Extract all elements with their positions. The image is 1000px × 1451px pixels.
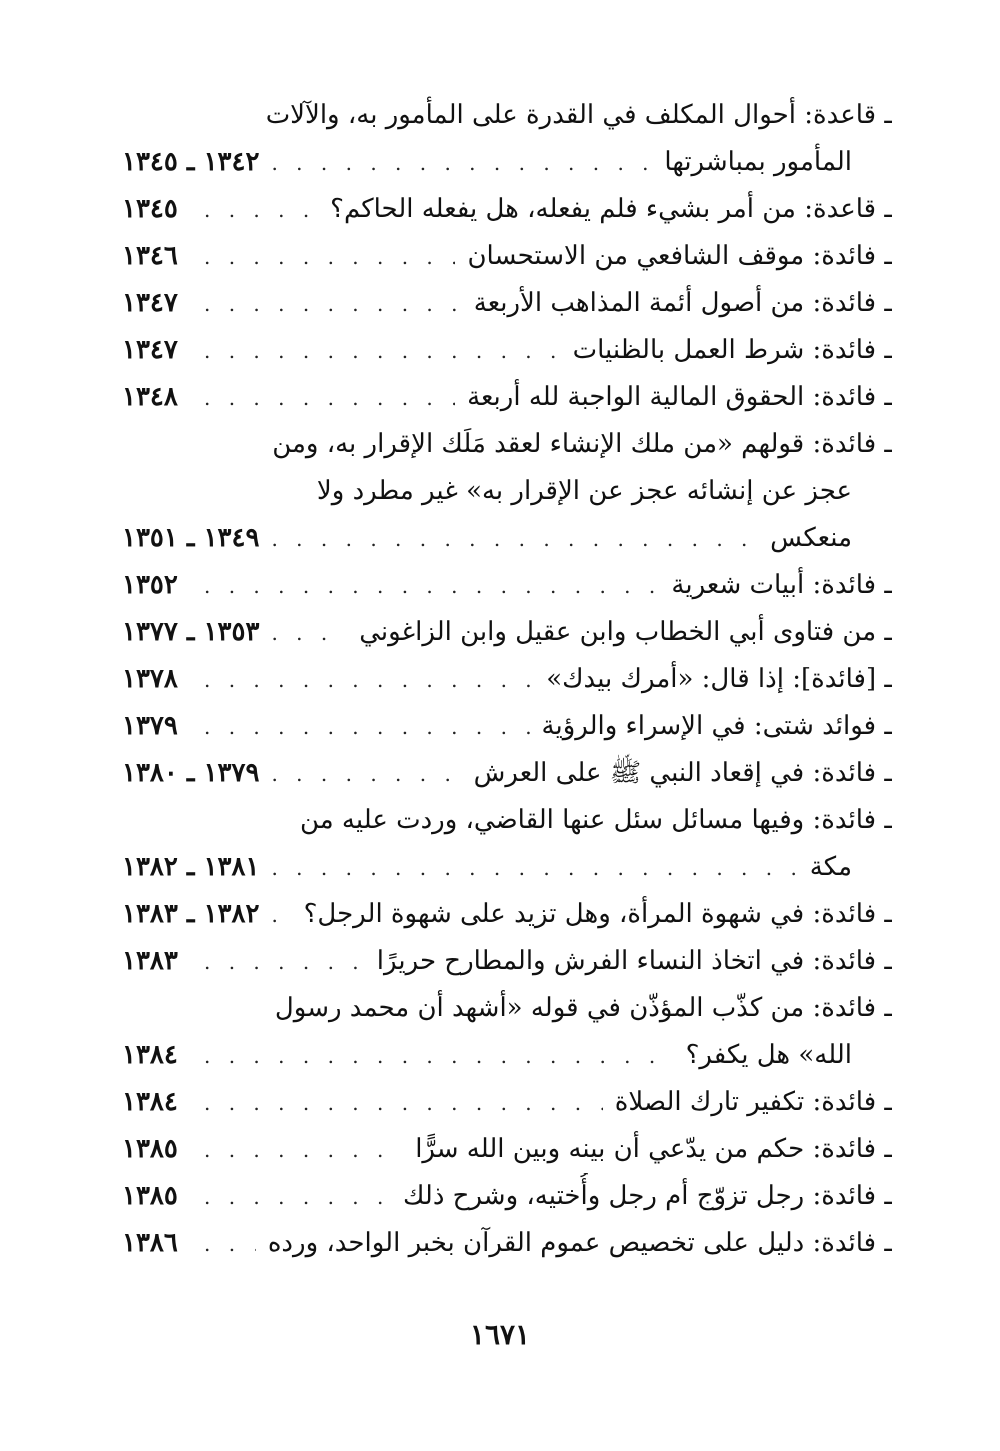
dot-leader (271, 610, 347, 656)
toc-entry-title: منعكس (770, 523, 852, 553)
toc-entry-line (122, 233, 892, 280)
toc-entry-title: المأمور بمباشرتها (664, 147, 852, 177)
toc-entry-title: ـ [فائدة]: إذا قال: «أمرك بيدك» (546, 664, 892, 694)
toc-entry-title: ـ فائدة: الحقوق المالية الواجبة لله أربعة (467, 382, 892, 412)
toc-entry-title: ـ فائدة: تكفير تارك الصلاة (614, 1087, 892, 1117)
toc-entry-line (122, 327, 892, 374)
toc-entry-line (122, 703, 892, 750)
toc-entry-line (122, 609, 892, 656)
toc-entry-pages: ١٣٤٧ (122, 335, 178, 365)
dot-leader (204, 328, 561, 374)
toc-entry-title: ـ فائدة: في شهوة المرأة، وهل تزيد على شهوة الرجل؟ (303, 899, 892, 929)
dot-leader (204, 657, 534, 703)
dot-leader (204, 234, 455, 280)
toc-entry (122, 233, 892, 280)
toc-entry-title: ـ فائدة: موقف الشافعي من الاستحسان (467, 241, 892, 271)
toc-entry-pages: ١٣٤٢ ـ ١٣٤٥ (122, 147, 260, 177)
toc-entry-pages: ١٣٥٢ (122, 570, 178, 600)
toc-entry (122, 985, 892, 1079)
toc-entry-title: ـ فائدة: في إقعاد النبي ﷺ على العرش (473, 758, 892, 788)
toc-entry-line (122, 1079, 892, 1126)
toc-entry-title: ـ فائدة: من كذّب المؤذّن في قوله «أشهد أن محمد رسول (274, 993, 892, 1023)
toc-entry-line (122, 1032, 892, 1079)
dot-leader (204, 1080, 603, 1126)
dot-leader (204, 375, 455, 421)
toc-entry (122, 327, 892, 374)
toc-entry-line (122, 421, 892, 468)
toc-entry (122, 750, 892, 797)
toc-list (122, 92, 892, 1267)
toc-entry-title: ـ فائدة: أبيات شعرية (671, 570, 892, 600)
toc-entry-title: ـ فائدة: رجل تزوّج أم رجل وأُختيه، وشرح ذلك (403, 1181, 892, 1211)
toc-entry-pages: ١٣٧٩ ـ ١٣٨٠ (122, 758, 260, 788)
toc-entry-title: ـ فائدة: من أصول أئمة المذاهب الأربعة (473, 288, 892, 318)
page-number: ١٦٧١ (469, 1318, 531, 1351)
toc-entry (122, 656, 892, 703)
dot-leader (204, 281, 462, 327)
toc-entry-pages: ١٣٨٢ ـ ١٣٨٣ (122, 899, 260, 929)
toc-entry-title: مكة (809, 852, 852, 882)
dot-leader (271, 892, 291, 938)
toc-entry-title: ـ قاعدة: أحوال المكلف في القدرة على المأمور به، والآلات (265, 100, 892, 130)
dot-leader (204, 563, 659, 609)
dot-leader (271, 516, 758, 562)
toc-entry-pages: ١٣٨٣ (122, 946, 178, 976)
toc-entry-pages: ١٣٨٤ (122, 1087, 178, 1117)
toc-entry (122, 562, 892, 609)
toc-entry-line (122, 139, 892, 186)
toc-entry-pages: ١٣٤٩ ـ ١٣٥١ (122, 523, 260, 553)
toc-entry-title: ـ فائدة: حكم من يدّعي أن بينه وبين الله سرًّا (415, 1134, 892, 1164)
toc-entry (122, 609, 892, 656)
toc-entry-title: ـ من فتاوى أبي الخطاب وابن عقيل وابن الزاغوني (359, 617, 892, 647)
toc-entry (122, 1220, 892, 1267)
toc-entry (122, 421, 892, 562)
toc-entry-title: ـ فائدة: دليل على تخصيص عموم القرآن بخبر الواحد، ورده (267, 1228, 892, 1258)
toc-entry-pages: ١٣٨٥ (122, 1134, 178, 1164)
toc-entry (122, 938, 892, 985)
dot-leader (271, 751, 461, 797)
toc-entry-title: ـ فائدة: في اتخاذ النساء الفرش والمطارح حريرًا (376, 946, 892, 976)
dot-leader (204, 1174, 391, 1220)
toc-entry-pages: ١٣٤٧ (122, 288, 178, 318)
dot-leader (271, 140, 652, 186)
toc-entry-pages: ١٣٤٦ (122, 241, 178, 271)
toc-entry-pages: ١٣٧٩ (122, 711, 178, 741)
toc-entry-pages: ١٣٤٥ (122, 194, 178, 224)
toc-entry-pages: ١٣٥٣ ـ ١٣٧٧ (122, 617, 260, 647)
toc-entry-title: ـ فائدة: وفيها مسائل سئل عنها القاضي، وردت عليه من (299, 805, 892, 835)
toc-entry-line (122, 280, 892, 327)
toc-entry (122, 797, 892, 891)
toc-entry-line (122, 562, 892, 609)
dot-leader (204, 704, 530, 750)
toc-entry-line (122, 797, 892, 844)
toc-page (122, 92, 892, 1267)
dot-leader (204, 1033, 674, 1079)
toc-entry-title: ـ فائدة: قولهم «من ملك الإنشاء لعقد مَلَك الإقرار به، ومن (272, 429, 892, 459)
toc-entry-title: عجز عن إنشائه عجز عن الإقرار به» غير مطرد ولا (316, 476, 852, 506)
dot-leader (204, 1221, 256, 1267)
dot-leader (204, 187, 318, 233)
dot-leader (271, 845, 797, 891)
toc-entry-line (122, 92, 892, 139)
toc-entry-line (122, 938, 892, 985)
toc-entry-title: الله» هل يكفر؟ (685, 1040, 852, 1070)
dot-leader (204, 939, 365, 985)
toc-entry-line (122, 1220, 892, 1267)
toc-entry-line (122, 844, 892, 891)
toc-entry-line (122, 374, 892, 421)
toc-entry (122, 374, 892, 421)
toc-entry-pages: ١٣٧٨ (122, 664, 178, 694)
toc-entry (122, 1173, 892, 1220)
toc-entry-title: ـ فوائد شتى: في الإسراء والرؤية (541, 711, 892, 741)
toc-entry-line (122, 468, 892, 515)
toc-entry-title: ـ فائدة: شرط العمل بالظنيات (572, 335, 892, 365)
dot-leader (204, 1127, 403, 1173)
toc-entry-line (122, 515, 892, 562)
toc-entry-line (122, 656, 892, 703)
toc-entry (122, 280, 892, 327)
toc-entry-pages: ١٣٨٤ (122, 1040, 178, 1070)
toc-entry-line (122, 750, 892, 797)
toc-entry (122, 891, 892, 938)
toc-entry-title: ـ قاعدة: من أمر بشيء فلم يفعله، هل يفعله الحاكم؟ (330, 194, 892, 224)
toc-entry-line (122, 186, 892, 233)
toc-entry (122, 186, 892, 233)
toc-entry-line (122, 1126, 892, 1173)
toc-entry (122, 1126, 892, 1173)
toc-entry-pages: ١٣٨٦ (122, 1228, 178, 1258)
toc-entry (122, 703, 892, 750)
toc-entry-line (122, 1173, 892, 1220)
toc-entry-line (122, 891, 892, 938)
toc-entry (122, 92, 892, 186)
toc-entry-pages: ١٣٤٨ (122, 382, 178, 412)
toc-entry-pages: ١٣٨١ ـ ١٣٨٢ (122, 852, 260, 882)
toc-entry-pages: ١٣٨٥ (122, 1181, 178, 1211)
toc-entry-line (122, 985, 892, 1032)
toc-entry (122, 1079, 892, 1126)
